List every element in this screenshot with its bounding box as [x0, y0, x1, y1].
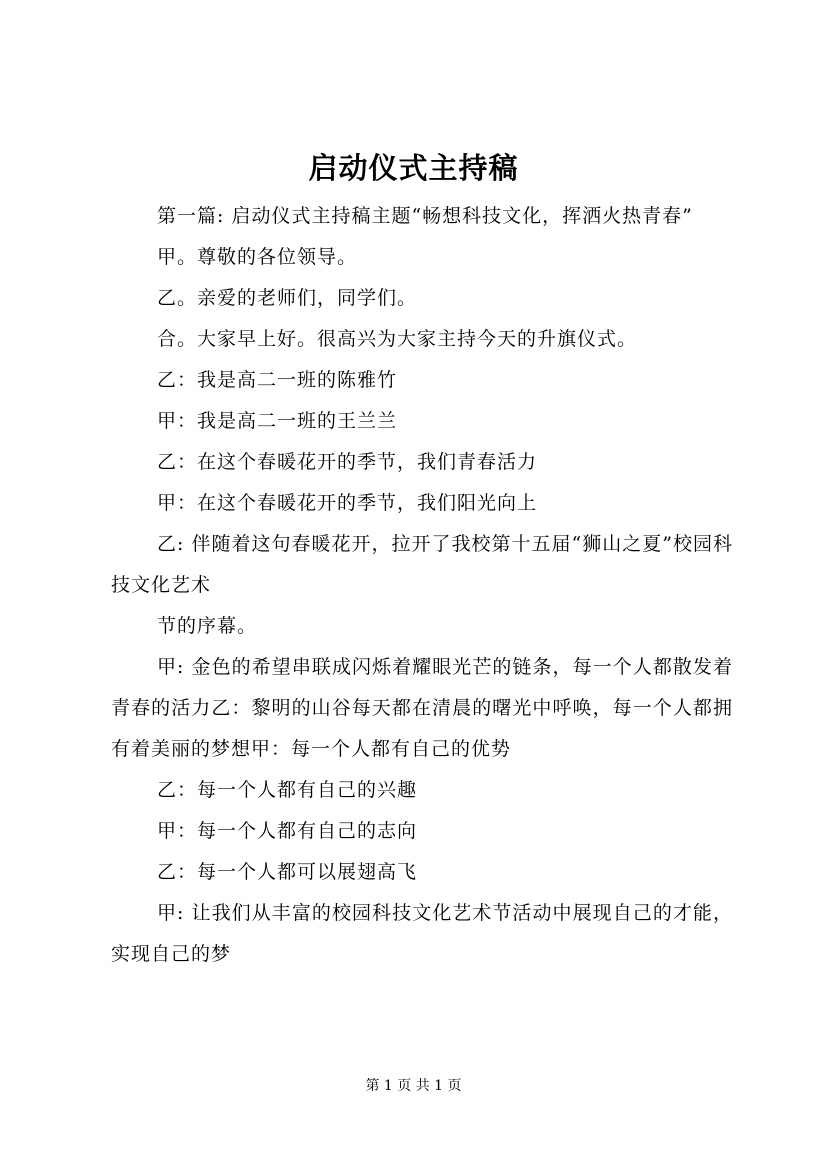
- paragraph: 合。大家早上好。很高兴为大家主持今天的升旗仪式。: [157, 328, 638, 350]
- page-footer: 第 1 页 共 1 页: [365, 1078, 462, 1094]
- document-body: [111, 196, 733, 975]
- paragraph: 乙：在这个春暖花开的季节，我们青春活力: [157, 451, 538, 473]
- paragraph: 乙：我是高二一班的陈雅竹: [157, 369, 398, 391]
- paragraph: 甲：我是高二一班的王兰兰: [157, 410, 398, 432]
- paragraph: 节的序幕。: [157, 615, 258, 637]
- paragraph: 甲：在这个春暖花开的季节，我们阳光向上: [157, 492, 538, 514]
- paragraph: 甲: 让我们从丰富的校园科技文化艺术节活动中展现自己的才能，实现自己的梦: [111, 902, 733, 965]
- paragraph: 乙: 伴随着这句春暖花开，拉开了我校第十五届“狮山之夏”校园科技文化艺术: [111, 533, 733, 596]
- paragraph: 甲：每一个人都有自己的志向: [157, 820, 418, 842]
- paragraph: 乙：每一个人都可以展翅高飞: [157, 861, 418, 883]
- paragraph: 甲。尊敬的各位领导。: [157, 246, 358, 268]
- document-title: 启动仪式主持稿: [308, 151, 519, 185]
- paragraph: 甲: 金色的希望串联成闪烁着耀眼光芒的链条，每一个人都散发着青春的活力乙：黎明的山谷每天都在清晨的曙光中呼唤，每一个人都拥有着美丽的梦想甲：每一个人都有自己的优势: [111, 656, 733, 760]
- paragraph: 乙。亲爱的老师们，同学们。: [157, 287, 418, 309]
- paragraph: 乙：每一个人都有自己的兴趣: [157, 779, 418, 801]
- paragraph: 第一篇: 启动仪式主持稿主题“畅想科技文化，挥洒火热青春”: [157, 205, 693, 227]
